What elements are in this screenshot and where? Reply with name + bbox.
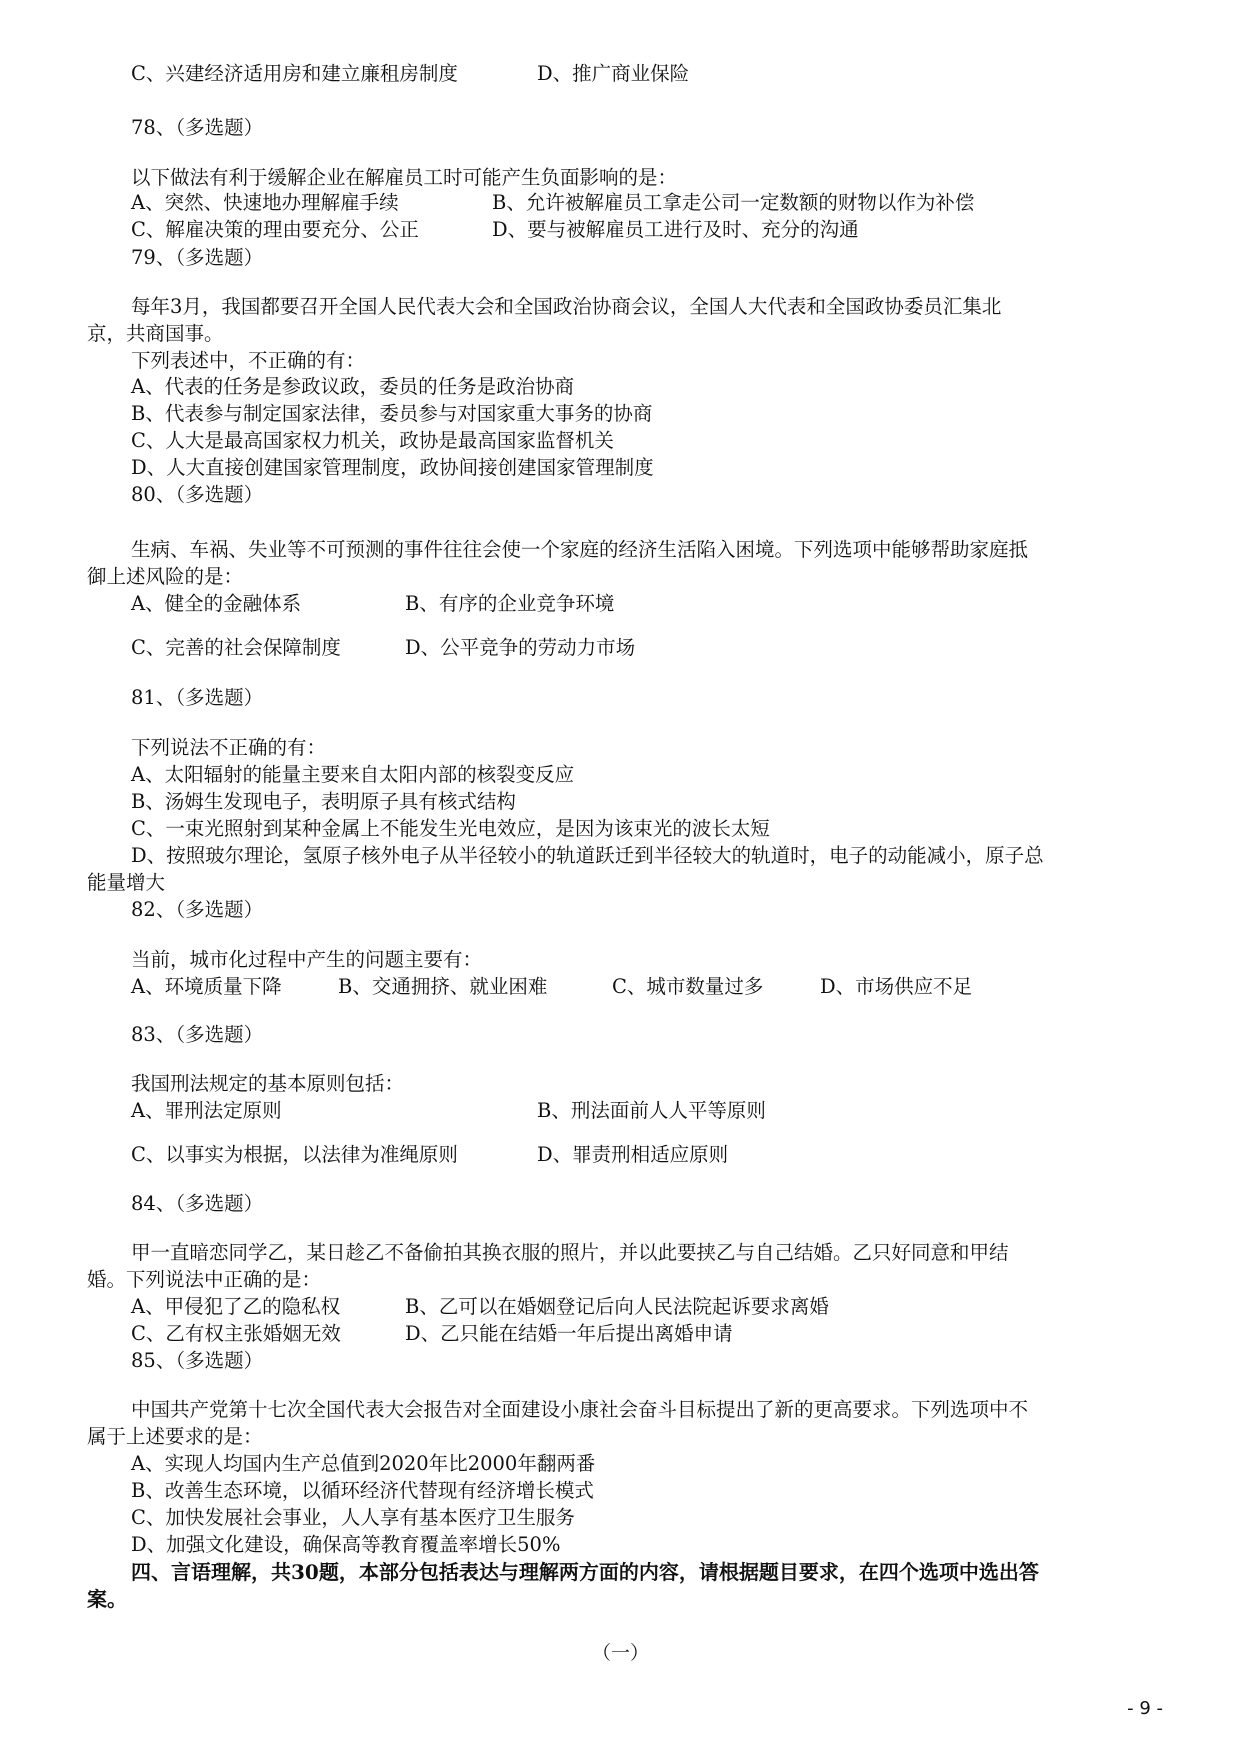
q79-option-a: A、代表的任务是参政议政，委员的任务是政治协商 <box>131 375 575 398</box>
q79-option-d: D、人大直接创建国家管理制度，政协间接创建国家管理制度 <box>131 456 654 479</box>
q85-stem-line1: 中国共产党第十七次全国代表大会报告对全面建设小康社会奋斗目标提出了新的更高要求。下列选项中不 <box>131 1398 1029 1421</box>
q79-option-c: C、人大是最高国家权力机关，政协是最高国家监督机关 <box>131 429 614 452</box>
q85-option-c: C、加快发展社会事业，人人享有基本医疗卫生服务 <box>131 1506 575 1529</box>
q84-header: 84、（多选题） <box>131 1192 264 1215</box>
q85-stem-line2: 属于上述要求的是： <box>87 1425 263 1448</box>
q80-option-d: D、公平竞争的劳动力市场 <box>405 636 636 659</box>
q81-option-d-line1: D、按照玻尔理论，氢原子核外电子从半径较小的轨道跃迁到半径较大的轨道时，电子的动能减小，原子总 <box>131 844 1044 867</box>
q80-stem-line2: 御上述风险的是： <box>87 565 244 588</box>
q84-stem-line1: 甲一直暗恋同学乙，某日趁乙不备偷拍其换衣服的照片，并以此要挟乙与自己结婚。乙只好同意和甲结 <box>131 1241 1009 1264</box>
q78-header: 78、（多选题） <box>131 116 264 139</box>
q82-stem: 当前，城市化过程中产生的问题主要有： <box>131 948 483 971</box>
q82-header: 82、（多选题） <box>131 898 264 921</box>
q78-option-b: B、允许被解雇员工拿走公司一定数额的财物以作为补偿 <box>492 191 975 214</box>
q78-option-c: C、解雇决策的理由要充分、公正 <box>131 218 419 241</box>
q78-stem: 以下做法有利于缓解企业在解雇员工时可能产生负面影响的是： <box>131 166 678 189</box>
q81-option-d-line2: 能量增大 <box>87 871 166 894</box>
q80-option-a: A、健全的金融体系 <box>131 592 302 615</box>
q77-option-d: D、推广商业保险 <box>537 62 690 85</box>
q82-option-c: C、城市数量过多 <box>612 975 764 998</box>
q77-option-c: C、兴建经济适用房和建立廉租房制度 <box>131 62 458 85</box>
q80-header: 80、（多选题） <box>131 483 264 506</box>
q85-option-d: D、加强文化建设，确保高等教育覆盖率增长50% <box>131 1533 561 1556</box>
q78-option-a: A、突然、快速地办理解雇手续 <box>131 191 399 214</box>
q81-option-b: B、汤姆生发现电子，表明原子具有核式结构 <box>131 790 516 813</box>
q79-header: 79、（多选题） <box>131 246 264 269</box>
q79-option-b: B、代表参与制定国家法律，委员参与对国家重大事务的协商 <box>131 402 653 425</box>
q82-option-b: B、交通拥挤、就业困难 <box>338 975 548 998</box>
q84-stem-line2: 婚。下列说法中正确的是： <box>87 1268 322 1291</box>
footer-section-marker: （一） <box>591 1642 649 1664</box>
q78-option-d: D、要与被解雇员工进行及时、充分的沟通 <box>492 218 859 241</box>
q79-stem-line1: 每年3月，我国都要召开全国人民代表大会和全国政治协商会议，全国人大代表和全国政协委员汇集北 <box>131 295 1002 318</box>
q85-option-a: A、实现人均国内生产总值到2020年比2000年翻两番 <box>131 1452 596 1475</box>
q82-option-a: A、环境质量下降 <box>131 975 282 998</box>
q83-option-b: B、刑法面前人人平等原则 <box>537 1099 766 1122</box>
q83-stem: 我国刑法规定的基本原则包括： <box>131 1072 405 1095</box>
q84-option-b: B、乙可以在婚姻登记后向人民法院起诉要求离婚 <box>405 1295 829 1318</box>
q83-option-c: C、以事实为根据，以法律为准绳原则 <box>131 1143 458 1166</box>
q81-option-c: C、一束光照射到某种金属上不能发生光电效应，是因为该束光的波长太短 <box>131 817 770 840</box>
q84-option-c: C、乙有权主张婚姻无效 <box>131 1322 341 1345</box>
section-4-heading-line1: 四、言语理解，共30题，本部分包括表达与理解两方面的内容，请根据题目要求，在四个选项中选出答 <box>131 1560 1039 1584</box>
q80-option-b: B、有序的企业竞争环境 <box>405 592 615 615</box>
q80-option-c: C、完善的社会保障制度 <box>131 636 341 659</box>
q83-header: 83、（多选题） <box>131 1023 264 1046</box>
q82-option-d: D、市场供应不足 <box>820 975 973 998</box>
q85-header: 85、（多选题） <box>131 1349 264 1372</box>
page-number: - 9 - <box>1127 1698 1163 1719</box>
q79-stem-line2: 京，共商国事。 <box>87 322 224 345</box>
q81-stem: 下列说法不正确的有： <box>131 736 327 759</box>
q79-stem-line3: 下列表述中，不正确的有： <box>131 349 366 372</box>
q84-option-a: A、甲侵犯了乙的隐私权 <box>131 1295 341 1318</box>
q80-stem-line1: 生病、车祸、失业等不可预测的事件往往会使一个家庭的经济生活陷入困境。下列选项中能够帮助家庭抵 <box>131 538 1029 561</box>
q83-option-d: D、罪责刑相适应原则 <box>537 1143 729 1166</box>
q85-option-b: B、改善生态环境，以循环经济代替现有经济增长模式 <box>131 1479 594 1502</box>
q81-header: 81、（多选题） <box>131 686 264 709</box>
q83-option-a: A、罪刑法定原则 <box>131 1099 282 1122</box>
q84-option-d: D、乙只能在结婚一年后提出离婚申请 <box>405 1322 733 1345</box>
section-4-heading-line2: 案。 <box>87 1587 127 1611</box>
q81-option-a: A、太阳辐射的能量主要来自太阳内部的核裂变反应 <box>131 763 575 786</box>
